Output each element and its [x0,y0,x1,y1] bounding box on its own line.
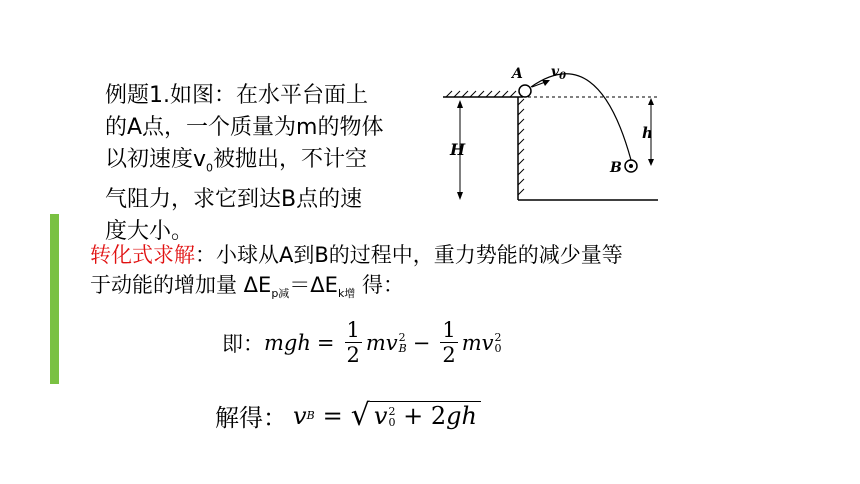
accent-bar [50,214,59,384]
equation-energy: 即： mgh = $\frac{1}{2}$ mv 2 B − $\frac{1}{2}$ mv 2 0 [222,318,502,367]
platform-hatch [446,91,516,97]
problem-line-5: 度大小。 [105,219,194,245]
label-v0: $v_0$ [551,64,567,82]
solution-text [90,240,623,309]
trajectory [531,74,631,160]
solution-label: 转化式求解 [90,243,195,267]
problem-statement [105,80,425,248]
label-B: B [610,160,622,176]
problem-line-4: 气阻力，求它到达B点的速 [105,187,363,213]
label-H: H [450,140,466,159]
problem-line-3: 以初速度$v_0$被抛出，不计空 [105,147,368,175]
square-root: √ v 2 0 + 2gh [351,401,481,431]
problem-line-2: 的A点，一个质量为m的物体 [105,115,384,140]
wall-hatch [518,99,524,195]
ball-A [519,85,531,97]
label-h: h [642,124,653,142]
solution-line-1: 转化式求解：小球从A到B的过程中，重力势能的减少量等 [90,243,623,267]
equation-result: 解得： v B = √ v 2 0 + 2gh [215,398,481,433]
label-A: A [512,66,523,82]
solution-line-2: 于动能的增加量 $\Delta E_{p减}=\Delta E_{k增}$ 得： [90,273,404,301]
problem-line-1: 例题1.如图：在水平台面上 [105,83,368,108]
projectile-diagram [438,60,663,210]
